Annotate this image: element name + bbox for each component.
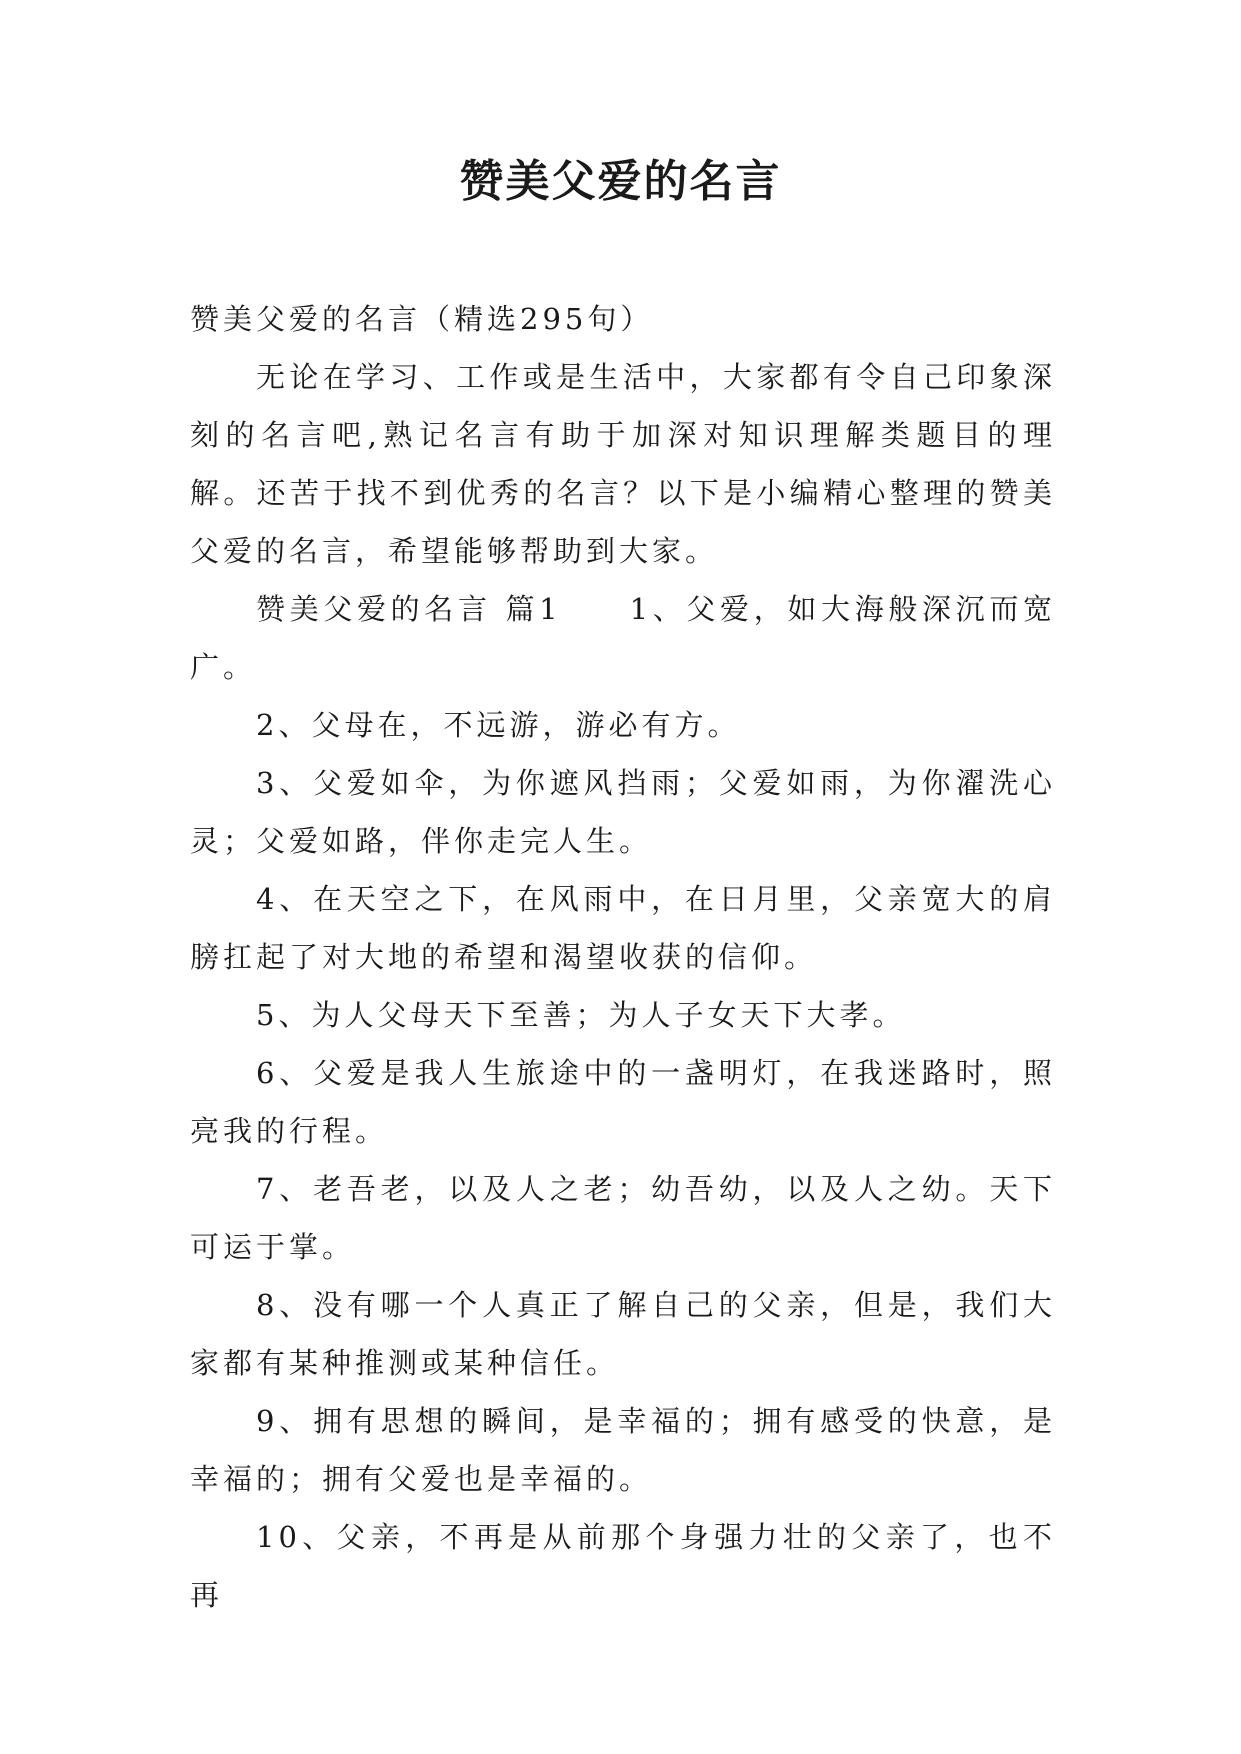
intro-paragraph: 无论在学习、工作或是生活中，大家都有令自己印象深刻的名言吧,熟记名言有助于加深对知识理解类题目的理解。还苦于找不到优秀的名言？以下是小编精心整理的赞美父爱的名言，希望能够帮助到大家。	[190, 360, 1056, 568]
quote-paragraph: 2、父母在，不远游，游必有方。	[256, 708, 741, 742]
quote-paragraph: 7、老吾老，以及人之老；幼吾幼，以及人之幼。天下可运于掌。	[190, 1172, 1056, 1264]
quote-paragraph: 4、在天空之下，在风雨中，在日月里，父亲宽大的肩膀扛起了对大地的希望和渴望收获的信仰。	[190, 882, 1056, 974]
quote-paragraph: 赞美父爱的名言 篇1 1、父爱，如大海般深沉而宽广。	[190, 592, 1056, 684]
quote-paragraph: 6、父爱是我人生旅途中的一盏明灯，在我迷路时，照亮我的行程。	[190, 1056, 1056, 1148]
document-subtitle: 赞美父爱的名言（精选295句）	[190, 302, 654, 336]
quote-paragraph: 8、没有哪一个人真正了解自己的父亲，但是，我们大家都有某种推测或某种信任。	[190, 1288, 1056, 1380]
quote-paragraph: 10、父亲，不再是从前那个身强力壮的父亲了，也不再	[190, 1520, 1056, 1612]
quote-paragraph: 9、拥有思想的瞬间，是幸福的；拥有感受的快意，是幸福的；拥有父爱也是幸福的。	[190, 1404, 1056, 1496]
quote-paragraph: 5、为人父母天下至善；为人子女天下大孝。	[256, 998, 906, 1032]
document-title: 赞美父爱的名言	[459, 156, 782, 207]
quote-paragraph: 3、父爱如伞，为你遮风挡雨；父爱如雨，为你濯洗心灵；父爱如路，伴你走完人生。	[190, 766, 1056, 858]
document-body	[190, 290, 1056, 1624]
